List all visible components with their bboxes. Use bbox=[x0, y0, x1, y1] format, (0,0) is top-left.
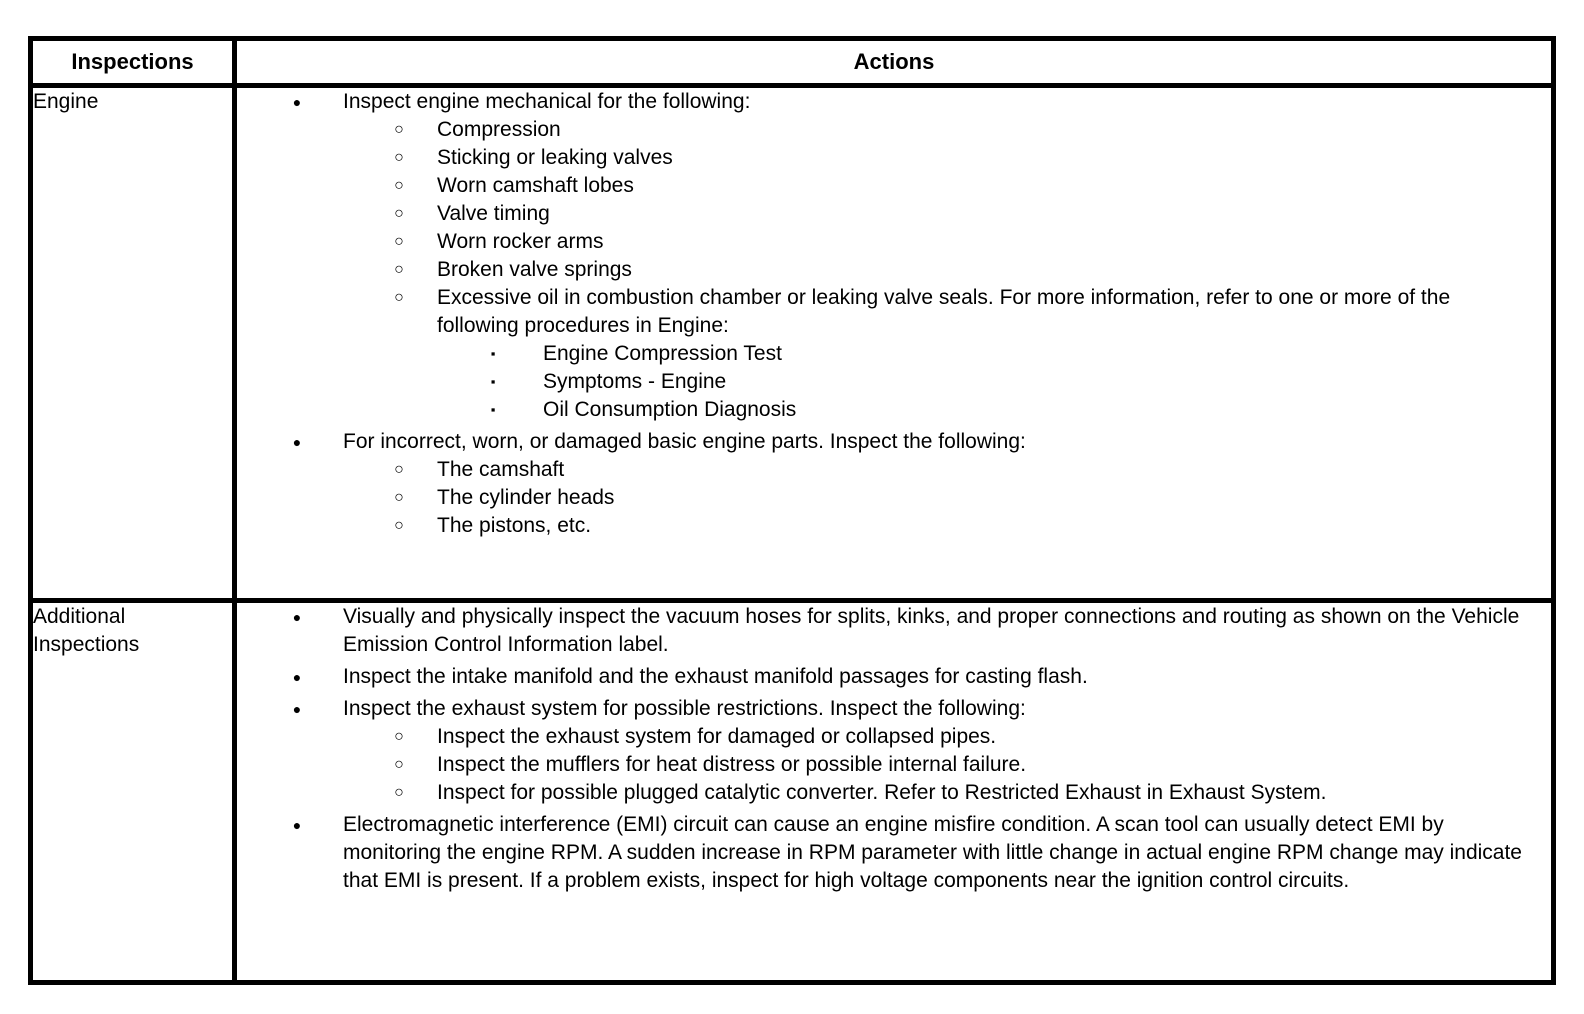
list-item-text: Visually and physically inspect the vacuum hoses for splits, kinks, and proper connections and routing as shown on the Vehicle Emission Control Information label. bbox=[343, 605, 1520, 656]
list-item bbox=[237, 456, 1551, 484]
list-item-text: Inspect the exhaust system for damaged or collapsed pipes. bbox=[437, 725, 997, 748]
list-item bbox=[237, 396, 1551, 424]
actions-cell-additional bbox=[235, 601, 1554, 983]
list-item bbox=[237, 779, 1551, 807]
bullet-circle-icon: ○ bbox=[394, 489, 404, 506]
bullet-circle-icon: ○ bbox=[394, 728, 404, 745]
table-row-additional-inspections bbox=[31, 601, 1554, 983]
list-item bbox=[237, 340, 1551, 368]
actions-cell-engine bbox=[235, 86, 1554, 601]
bullet-square-icon: ▪ bbox=[490, 346, 496, 361]
list-item-text: Inspect for possible plugged catalytic converter. Refer to Restricted Exhaust in Exhaust System. bbox=[437, 781, 1327, 804]
list-item bbox=[237, 200, 1551, 228]
list-item-text: The camshaft bbox=[437, 458, 565, 481]
inspections-actions-table bbox=[28, 36, 1556, 985]
list-item bbox=[237, 428, 1551, 456]
list-item bbox=[237, 228, 1551, 256]
list-item bbox=[237, 88, 1551, 116]
bullet-disc-icon: ● bbox=[292, 817, 302, 833]
table-row-engine bbox=[31, 86, 1554, 601]
list-item bbox=[237, 751, 1551, 779]
list-item-text: Inspect engine mechanical for the following: bbox=[343, 90, 751, 113]
list-item-text: Inspect the intake manifold and the exhaust manifold passages for casting flash. bbox=[343, 665, 1088, 688]
list-item bbox=[237, 172, 1551, 200]
bullet-square-icon: ▪ bbox=[490, 374, 496, 389]
list-item-text: Broken valve springs bbox=[437, 258, 632, 281]
list-item bbox=[237, 484, 1551, 512]
bullet-disc-icon: ● bbox=[292, 434, 302, 450]
list-item-text: Valve timing bbox=[437, 202, 550, 225]
list-item-text: Symptoms - Engine bbox=[543, 370, 727, 393]
list-item-text: Sticking or leaking valves bbox=[437, 146, 673, 169]
list-item-text: For incorrect, worn, or damaged basic engine parts. Inspect the following: bbox=[343, 430, 1026, 453]
list-item-text: Oil Consumption Diagnosis bbox=[543, 398, 797, 421]
document-page bbox=[28, 36, 1556, 985]
list-item bbox=[237, 811, 1551, 895]
list-item bbox=[237, 116, 1551, 144]
list-item-text: Excessive oil in combustion chamber or leaking valve seals. For more information, refer to one or more of the following procedures in Engine: bbox=[437, 286, 1451, 337]
bullet-circle-icon: ○ bbox=[394, 205, 404, 222]
bullet-circle-icon: ○ bbox=[394, 261, 404, 278]
bullet-circle-icon: ○ bbox=[394, 289, 404, 306]
list-item-text: Compression bbox=[437, 118, 561, 141]
bullet-circle-icon: ○ bbox=[394, 461, 404, 478]
bullet-square-icon: ▪ bbox=[490, 402, 496, 417]
list-item-text: The cylinder heads bbox=[437, 486, 615, 509]
inspection-label-engine: Engine bbox=[31, 86, 235, 601]
bullet-disc-icon: ● bbox=[292, 669, 302, 685]
bullet-circle-icon: ○ bbox=[394, 517, 404, 534]
header-cell-actions: Actions bbox=[235, 39, 1554, 86]
bullet-disc-icon: ● bbox=[292, 94, 302, 110]
bullet-circle-icon: ○ bbox=[394, 756, 404, 773]
list-item-text: Electromagnetic interference (EMI) circuit can cause an engine misfire condition. A scan tool can usually detect EMI by monitoring the engine RPM. A sudden increase in RPM parameter with little change in actual engine RPM change may indicate that EMI is present. If a problem exists, inspect for high voltage components near the ignition control circuits. bbox=[343, 813, 1522, 892]
list-item-text: Engine Compression Test bbox=[543, 342, 782, 365]
list-item bbox=[237, 368, 1551, 396]
list-item-text: Worn rocker arms bbox=[437, 230, 604, 253]
list-item bbox=[237, 723, 1551, 751]
list-item-text: Inspect the mufflers for heat distress or possible internal failure. bbox=[437, 753, 1027, 776]
list-item bbox=[237, 695, 1551, 723]
bullet-circle-icon: ○ bbox=[394, 121, 404, 138]
list-item bbox=[237, 284, 1551, 340]
bullet-circle-icon: ○ bbox=[394, 177, 404, 194]
bullet-disc-icon: ● bbox=[292, 701, 302, 717]
list-item bbox=[237, 603, 1551, 659]
list-item-text: The pistons, etc. bbox=[437, 514, 592, 537]
list-item bbox=[237, 256, 1551, 284]
bullet-circle-icon: ○ bbox=[394, 233, 404, 250]
bullet-circle-icon: ○ bbox=[394, 149, 404, 166]
list-item bbox=[237, 512, 1551, 540]
header-row bbox=[31, 39, 1554, 86]
list-item-text: Worn camshaft lobes bbox=[437, 174, 634, 197]
list-item bbox=[237, 663, 1551, 691]
inspection-label-additional: Additional Inspections bbox=[31, 601, 235, 983]
bullet-disc-icon: ● bbox=[292, 609, 302, 625]
list-item-text: Inspect the exhaust system for possible restrictions. Inspect the following: bbox=[343, 697, 1026, 720]
bullet-circle-icon: ○ bbox=[394, 784, 404, 801]
list-item bbox=[237, 144, 1551, 172]
header-cell-inspections: Inspections bbox=[31, 39, 235, 86]
